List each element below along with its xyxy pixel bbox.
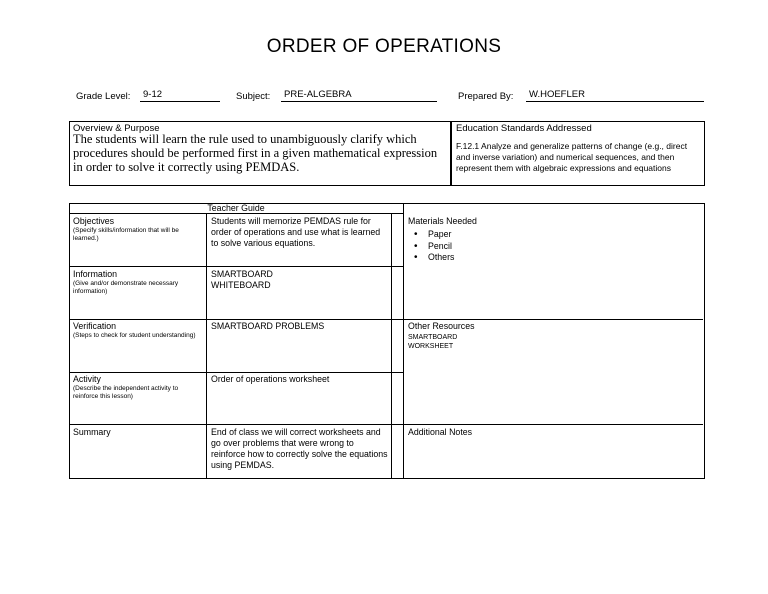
divider — [69, 372, 403, 373]
summary-row-label — [73, 427, 204, 438]
divider — [69, 266, 403, 267]
divider — [391, 213, 392, 478]
activity-label: Activity — [73, 374, 101, 384]
materials-list — [408, 229, 698, 264]
teacher-guide-heading: Teacher Guide — [207, 203, 265, 213]
divider — [403, 203, 404, 478]
divider — [69, 319, 703, 320]
list-item: • Paper — [428, 229, 698, 241]
overview-text: The students will learn the rule used to unambiguously clarify which procedures should be performed first in a given mathematical expression in order to solve it correctly using PEMDAS. — [73, 132, 438, 174]
objectives-content: Students will memorize PEMDAS rule for order of operations and use what is learned to solve various equations. — [211, 216, 381, 248]
objectives-row-label — [73, 216, 204, 243]
divider — [69, 213, 403, 214]
prepared-by-label: Prepared By: — [458, 91, 514, 102]
standards-heading: Education Standards Addressed — [456, 123, 592, 134]
subject-value: PRE-ALGEBRA — [281, 89, 437, 102]
materials-heading: Materials Needed — [408, 216, 477, 226]
objectives-hint: (Specify skills/information that will be learned.) — [73, 227, 179, 242]
resources-heading: Other Resources — [408, 321, 475, 331]
verification-row-label — [73, 321, 204, 340]
summary-content: End of class we will correct worksheets and go over problems that were wrong to reinforce how to correctly solve the equations using PEMDAS. — [211, 427, 388, 470]
information-hint: (Give and/or demonstrate necessary information) — [73, 280, 179, 295]
list-item: WORKSHEET — [408, 343, 454, 350]
verification-hint: (Steps to check for student understanding) — [73, 332, 196, 339]
grade-level-value: 9-12 — [140, 89, 220, 102]
additional-notes-heading: Additional Notes — [408, 427, 473, 437]
overview-heading: Overview & Purpose — [73, 123, 160, 134]
list-item: • Others — [428, 252, 698, 264]
materials-section — [408, 216, 698, 264]
standards-text: F.12.1 Analyze and generalize patterns of change (e.g., direct and inverse variation) and numerical sequences, and then represent them with algebraic expressions and equations — [456, 141, 688, 173]
list-item: SMARTBOARD — [408, 334, 458, 341]
resources-section — [408, 321, 698, 351]
list-item: • Pencil — [428, 241, 698, 253]
verification-label: Verification — [73, 321, 117, 331]
activity-hint: (Describe the independent activity to reinforce this lesson) — [73, 385, 179, 400]
information-content: SMARTBOARD WHITEBOARD — [211, 269, 273, 290]
grade-level-label: Grade Level: — [76, 91, 131, 102]
divider — [69, 424, 703, 425]
information-label: Information — [73, 269, 118, 279]
prepared-by-value: W.HOEFLER — [526, 89, 704, 102]
summary-label: Summary — [73, 427, 111, 437]
activity-content: Order of operations worksheet — [211, 374, 330, 384]
activity-row-label — [73, 374, 204, 401]
divider — [206, 213, 207, 478]
overview-box — [69, 121, 452, 186]
verification-content: SMARTBOARD PROBLEMS — [211, 321, 325, 331]
objectives-label: Objectives — [73, 216, 115, 226]
standards-box — [450, 121, 705, 186]
subject-label: Subject: — [236, 91, 271, 102]
information-row-label — [73, 269, 204, 296]
document-title: ORDER OF OPERATIONS — [266, 36, 502, 57]
